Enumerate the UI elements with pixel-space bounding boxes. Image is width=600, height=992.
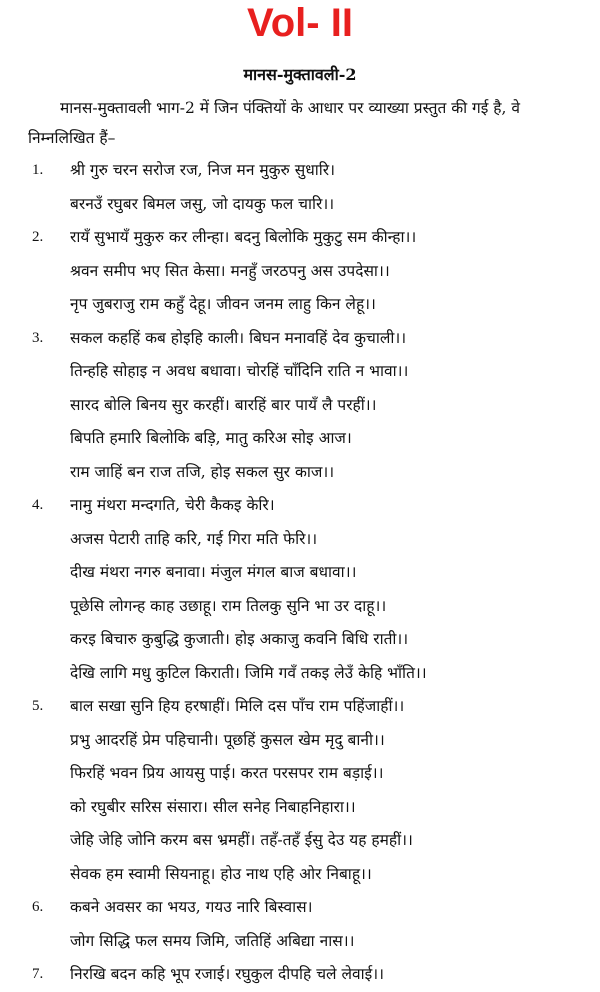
verse-text: जेहि जेहि जोनि करम बस भ्रमहीं। तहँ-तहँ ईसु देउ यह हमहीं।। — [70, 831, 413, 849]
section-title: मानस-मुक्तावली-2 — [243, 65, 357, 84]
verse-line — [0, 925, 600, 959]
verse-text: बाल सखा सुनि हिय हरषाहीं। मिलि दस पाँच राम पहिंजाहीं।। — [70, 697, 405, 715]
verse-text: कबने अवसर का भयउ, गयउ नारि बिस्वास। — [70, 898, 313, 916]
verse-line — [0, 958, 600, 992]
verse-number: 2. — [32, 229, 44, 245]
verse-text: को रघुबीर सरिस संसारा। सील सनेह निबाहनिहारा।। — [70, 797, 356, 816]
verse-number: 1. — [32, 162, 44, 178]
verse-text: निरखि बदन कहि भूप रजाई। रघुकुल दीपहि चले लेवाई।। — [70, 965, 384, 983]
verse-number: 6. — [32, 899, 44, 915]
verse-line — [0, 757, 600, 791]
verse-text: बरनउँ रघुबर बिमल जसु, जो दायकु फल चारि।। — [70, 194, 335, 213]
verse-line — [0, 523, 600, 557]
verse-text: राम जाहिं बन राज तजि, होइ सकल सुर काज।। — [70, 462, 335, 481]
verse-text: बिपति हमारि बिलोकि बड़ि, मातु करिअ सोइ आज। — [70, 429, 352, 447]
verse-line — [0, 456, 600, 490]
verse-line — [0, 891, 600, 925]
verse-line — [0, 389, 600, 423]
verse-text: नृप जुबराजु राम कहुँ देहू। जीवन जनम लाहु किन लेहू।। — [70, 295, 376, 313]
verse-line — [0, 154, 600, 188]
verse-line — [0, 489, 600, 523]
verse-text: करइ बिचारु कुबुद्धि कुजाती। होइ अकाजु कवनि बिधि राती।। — [70, 630, 409, 648]
verse-line — [0, 422, 600, 456]
verse-line — [0, 623, 600, 657]
verse-number: 5. — [32, 698, 44, 714]
verse-line — [0, 188, 600, 222]
verse-number: 3. — [32, 329, 44, 346]
verse-line — [0, 724, 600, 758]
verse-text: नामु मंथरा मन्दगति, चेरी कैकइ केरि। — [70, 496, 275, 514]
volume-heading: Vol- II — [247, 1, 353, 45]
verse-line — [0, 824, 600, 858]
verse-text: श्रवन समीप भए सित केसा। मनहुँ जरठपनु अस उपदेसा।। — [70, 261, 390, 280]
verse-text: रायँ सुभायँ मुकुरु कर लीन्हा। बदनु बिलोकि मुकुटु सम कीन्हा।। — [70, 228, 417, 246]
verse-line — [0, 791, 600, 825]
verse-line — [0, 322, 600, 356]
verse-line — [0, 858, 600, 892]
verse-text: देखि लागि मधु कुटिल किराती। जिमि गवँ तकइ लेउँ केहि भाँति।। — [70, 663, 427, 682]
verse-line — [0, 657, 600, 691]
verse-text: दीख मंथरा नगरु बनावा। मंजुल मंगल बाज बधावा।। — [70, 563, 357, 581]
verse-text: जोग सिद्धि फल समय जिमि, जतिहिं अबिद्या नास।। — [70, 931, 355, 950]
verse-line — [0, 221, 600, 255]
verse-line — [0, 288, 600, 322]
verse-text: सारद बोलि बिनय सुर करहीं। बारहिं बार पायँ लै परहीं।। — [70, 395, 377, 414]
verse-text: श्री गुरु चरन सरोज रज, निज मन मुकुरु सुधारि। — [70, 161, 335, 179]
verse-text: प्रभु आदरहिं प्रेम पहिचानी। पूछहिं कुसल खेम मृदु बानी।। — [70, 730, 385, 749]
verse-line — [0, 590, 600, 624]
verse-line — [0, 690, 600, 724]
verse-number: 7. — [32, 966, 44, 982]
verse-text: सकल कहहिं कब होइहि काली। बिघन मनावहिं देव कुचाली।। — [70, 328, 407, 347]
verse-text: अजस पेटारी ताहि करि, गई गिरा मति फेरि।। — [70, 529, 318, 548]
verse-text: फिरहिं भवन प्रिय आयसु पाई। करत परसपर राम बड़ाई।। — [70, 764, 384, 782]
verse-line — [0, 255, 600, 289]
verse-line — [0, 355, 600, 389]
intro-paragraph: मानस-मुक्तावली भाग-2 में जिन पंक्तियों के आधार पर व्याख्या प्रस्तुत की गई है, वे निम्नलिखित हैं– — [28, 99, 521, 147]
verse-line — [0, 556, 600, 590]
verse-text: सेवक हम स्वामी सियनाहू। होउ नाथ एहि ओर निबाहू।। — [70, 864, 372, 883]
verse-number: 4. — [32, 497, 44, 513]
verse-text: पूछेसि लोगन्ह काह उछाहू। राम तिलकु सुनि भा उर दाहू।। — [70, 596, 387, 615]
verse-text: तिन्हहि सोहाइ न अवध बधावा। चोरहिं चाँदिनि राति न भावा।। — [70, 362, 409, 380]
verse-list — [0, 154, 600, 992]
